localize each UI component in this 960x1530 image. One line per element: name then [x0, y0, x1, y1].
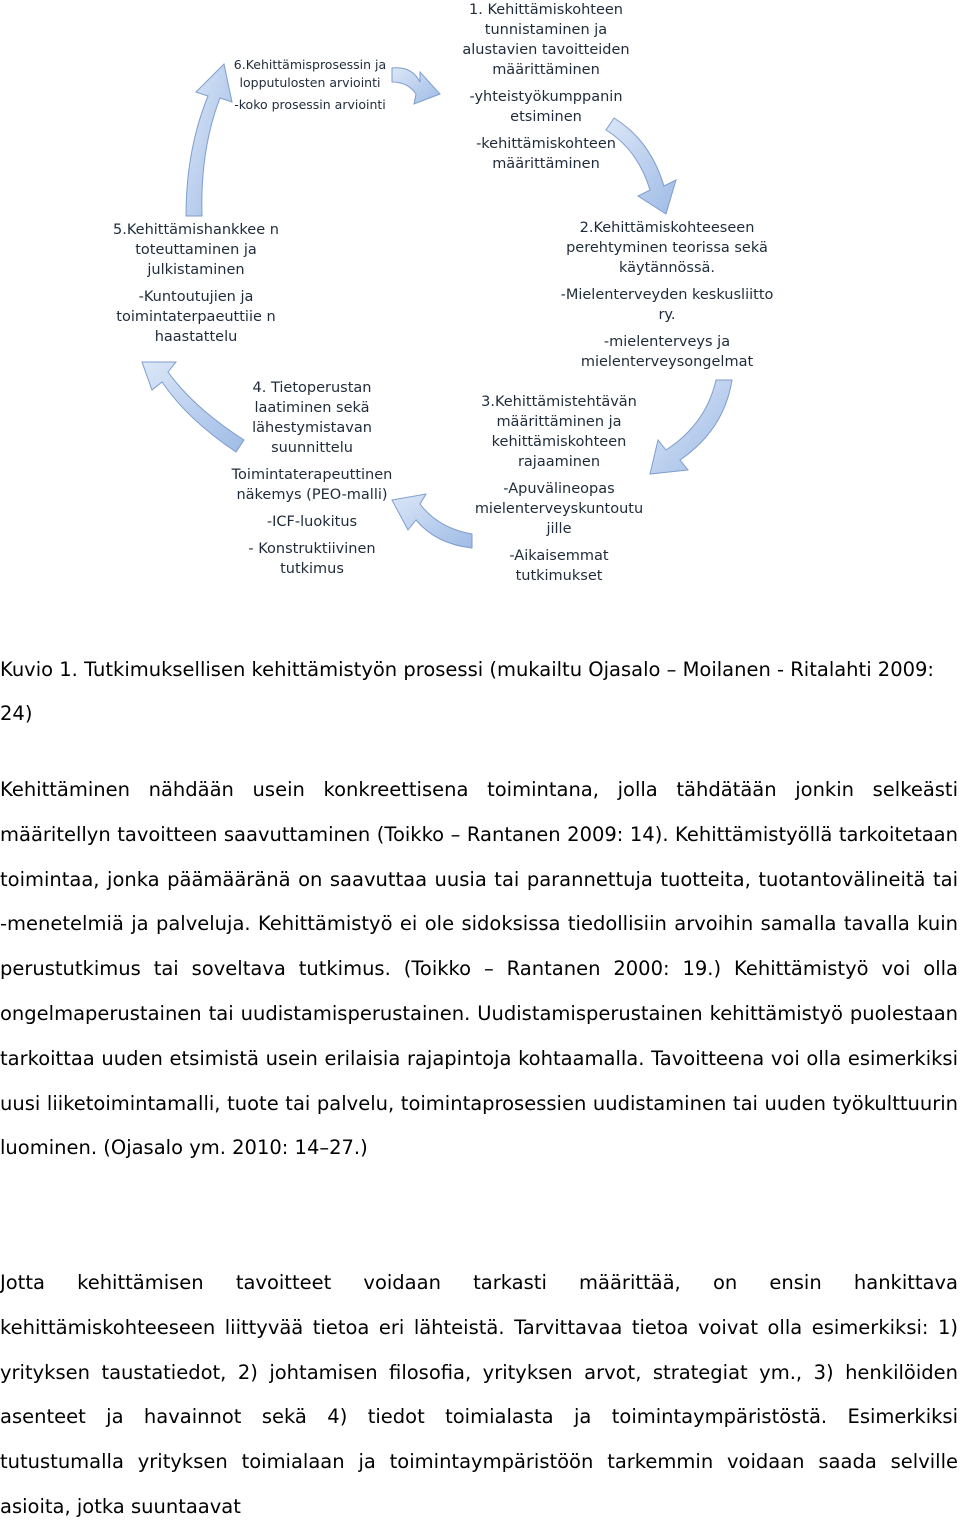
body-paragraph-2: Jotta kehittämisen tavoitteet voidaan tarkasti määrittää, on ensin hankittava kehittämiskohteeseen liittyvää tietoa eri lähteistä. Tarvittavaa tietoa voivat olla esimerkiksi: 1) yrityksen taustatiedot, 2) johtamisen filosofia, yrityksen arvot, strategiat ym., 3) henkilöiden asenteet ja havainnot sekä 4) tiedot toimialasta ja toimintaympäristöstä. Esimerkiksi tutustumalla yrityksen toimialaan ja toimintaympäristöön tarkemmin voidaan saada selville asioita, jotka suuntaavat [0, 1271, 958, 1518]
step-6-node [222, 56, 398, 114]
step-2-item: -Mielenterveyden keskusliitto ry. [560, 287, 774, 323]
step-1-item: -yhteistyökumppanin etsiminen [469, 89, 623, 125]
step-2-node [556, 218, 778, 372]
arrow-3-to-4-icon [392, 494, 472, 548]
arrow-2-to-3-icon [650, 380, 732, 474]
body-paragraph-1: Kehittäminen nähdään usein konkreettisena toimintana, jolla tähdätään jonkin selkeästi määritellyn tavoitteen saavuttaminen (Toikko – Rantanen 2009: 14). Kehittämistyöllä tarkoitetaan toimintaa, jonka päämääränä on saavuttaa uusia tai parannettuja tuotteita, tuotantovälineitä tai -menetelmiä ja palveluja. Kehittämistyö ei ole sidoksissa tiedollisiin arvoihin samalla tavalla kuin perustutkimus tai soveltava tutkimus. (Toikko – Rantanen 2000: 19.) Kehittämistyö voi olla ongelmaperustainen tai uudistamisperustainen. Uudistamisperustainen kehittämistyö puolestaan tarkoittaa uuden etsimistä usein erilaisia rajapintoja kohtaamalla. Tavoitteena voi olla esimerkiksi uusi liiketoimintamalli, tuote tai palvelu, toimintaprosessien uudistaminen tai uuden työkulttuurin luominen. (Ojasalo ym. 2010: 14–27.) [0, 778, 958, 1160]
step-6-title: 6.Kehittämisprosessin ja lopputulosten arviointi [233, 57, 387, 90]
process-diagram [0, 0, 960, 600]
step-3-item: -Aikaisemmat tutkimukset [509, 548, 609, 584]
step-5-title: 5.Kehittämishankkee n toteuttaminen ja julkistaminen [113, 222, 279, 278]
arrow-6-to-1-icon [392, 68, 440, 104]
step-4-item: - Konstruktiivinen tutkimus [248, 541, 376, 577]
step-5-item: -Kuntoutujien ja toimintaterpaeuttiie n haastattelu [116, 289, 276, 345]
step-4-item: Toimintaterapeuttinen näkemys (PEO-malli) [231, 467, 393, 503]
step-4-node [224, 378, 400, 579]
step-3-title: 3.Kehittämistehtävän määrittäminen ja kehittämiskohteen rajaaminen [481, 394, 637, 470]
figure-caption: Kuvio 1. Tutkimuksellisen kehittämistyön prosessi (mukailtu Ojasalo – Moilanen - Ritalahti 2009: 24) [0, 658, 935, 725]
step-1-title: 1. Kehittämiskohteen tunnistaminen ja alustavien tavoitteiden määrittäminen [462, 2, 630, 78]
step-3-item: -Apuvälineopas mielenterveyskuntoutu jille [474, 481, 644, 537]
step-1-node [456, 0, 636, 174]
step-2-item: -mielenterveys ja mielenterveysongelmat [580, 334, 754, 370]
step-1-item: -kehittämiskohteen määrittäminen [476, 136, 616, 172]
step-5-node [106, 220, 286, 347]
step-2-title: 2.Kehittämiskohteeseen perehtyminen teorissa sekä käytännössä. [566, 220, 768, 276]
step-4-title: 4. Tietoperustan laatiminen sekä lähestymistavan suunnittelu [252, 380, 372, 456]
step-6-item: -koko prosessin arviointi [234, 97, 386, 112]
step-4-item: -ICF-luokitus [266, 514, 358, 530]
step-3-node [466, 392, 652, 586]
